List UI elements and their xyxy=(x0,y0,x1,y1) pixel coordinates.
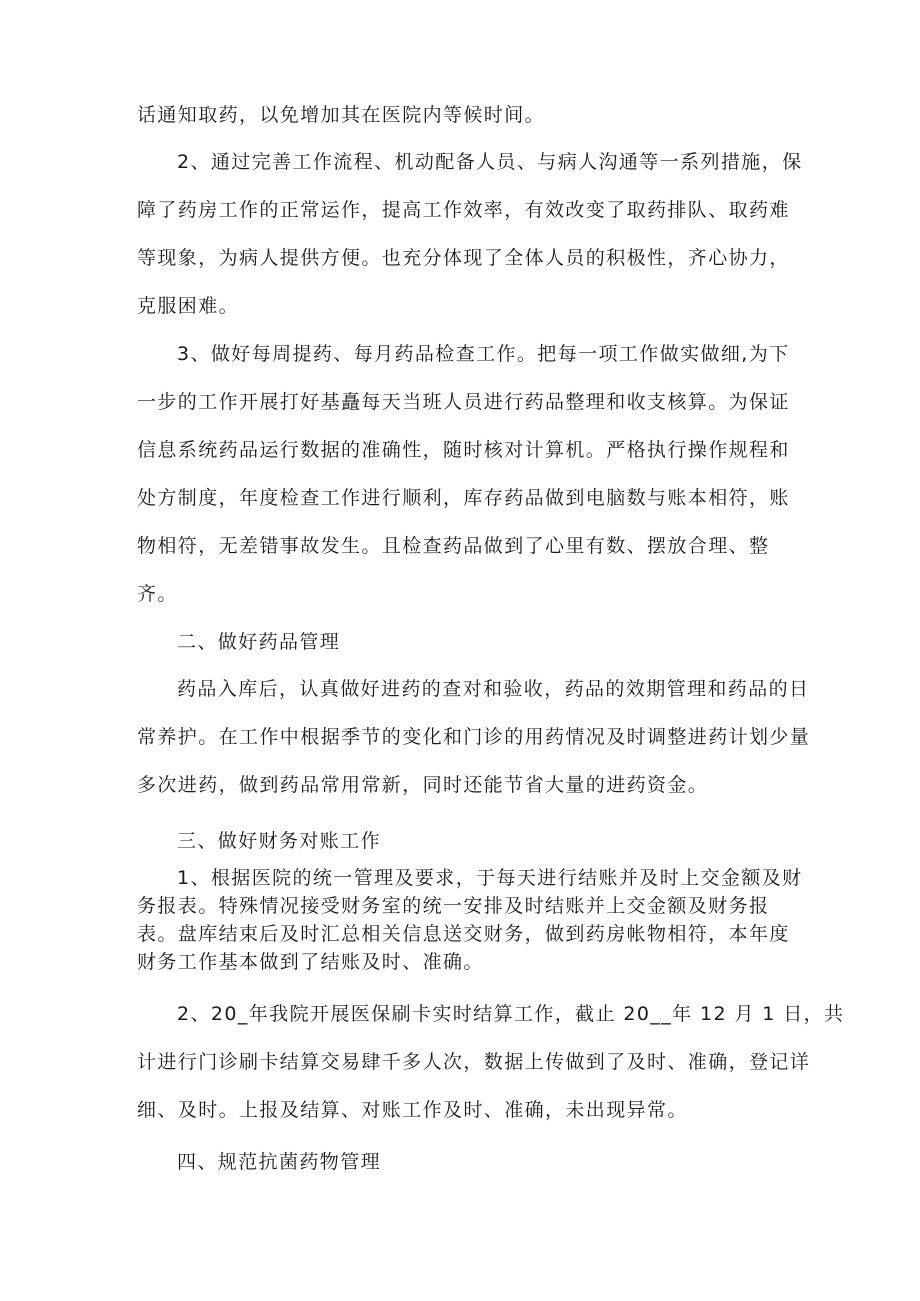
text-line: 障了药房工作的正常运作，提高工作效率，有效改变了取药排队、取药难 xyxy=(137,199,790,221)
text-line: 物相符，无差错事故发生。且检查药品做到了心里有数、摆放合理、整 xyxy=(137,535,770,557)
section-heading: 二、做好药品管理 xyxy=(177,631,341,653)
text-line: 表。盘库结束后及时汇总相关信息送交财务，做到药房帐物相符，本年度 xyxy=(137,923,790,945)
text-line: 话通知取药，以免增加其在医院内等候时间。 xyxy=(137,104,546,126)
text-line: 常养护。在工作中根据季节的变化和门诊的用药情况及时调整进药计划少量 xyxy=(137,726,811,748)
section-heading-4 xyxy=(137,1138,797,1186)
section-heading-3 xyxy=(137,817,797,865)
paragraph-item-3 xyxy=(137,330,797,618)
text-line: 细、及时。上报及结算、对账工作及时、准确，未出现异常。 xyxy=(137,1099,688,1121)
text-line: 计进行门诊刷卡结算交易肆千多人次，数据上传做到了及时、准确，登记详 xyxy=(137,1051,811,1073)
text-line: 1、根据医院的统一管理及要求，于每天进行结账并及时上交金额及财 xyxy=(177,867,803,889)
text-line: 2、通过完善工作流程、机动配备人员、与病人沟通等一系列措施，保 xyxy=(177,151,803,173)
text-line: 处方制度，年度检查工作进行顺利，库存药品做到电脑数与账本相符，账 xyxy=(137,487,790,509)
text-line: 财务工作基本做到了结账及时、准确。 xyxy=(137,951,484,973)
section-heading: 四、规范抗菌药物管理 xyxy=(177,1151,382,1173)
section-heading-2 xyxy=(137,618,797,666)
text-line: 务报表。特殊情况接受财务室的统一安排及时结账并上交金额及财务报 xyxy=(137,895,770,917)
paragraph-drug-management xyxy=(137,665,811,809)
text-line: 药品入库后，认真做好进药的查对和验收，药品的效期管理和药品的日 xyxy=(177,678,810,700)
text-line: 克服困难。 xyxy=(137,295,240,317)
text-line: 信息系统药品运行数据的准确性，随时核对计算机。严格执行操作规程和 xyxy=(137,439,790,461)
text-line: 一步的工作开展打好基矗每天当班人员进行药品整理和收支核算。为保证 xyxy=(137,391,790,413)
section-heading: 三、做好财务对账工作 xyxy=(177,830,382,852)
text-line: 3、做好每周提药、每月药品检查工作。把每一项工作做实做细,为下 xyxy=(177,343,790,365)
paragraph-intro-continuation xyxy=(137,91,797,139)
text-line: 2、20_年我院开展医保刷卡实时结算工作，截止 20__年 12 月 1 日，共 xyxy=(177,1003,845,1025)
paragraph-finance-item-2 xyxy=(137,990,845,1134)
text-line: 等现象，为病人提供方便。也充分体现了全体人员的积极性，齐心协力， xyxy=(137,247,790,269)
paragraph-item-2 xyxy=(137,138,803,330)
text-line: 多次进药，做到药品常用常新，同时还能节省大量的进药资金。 xyxy=(137,774,709,796)
paragraph-finance-item-1 xyxy=(137,864,803,976)
text-line: 齐。 xyxy=(137,583,178,605)
